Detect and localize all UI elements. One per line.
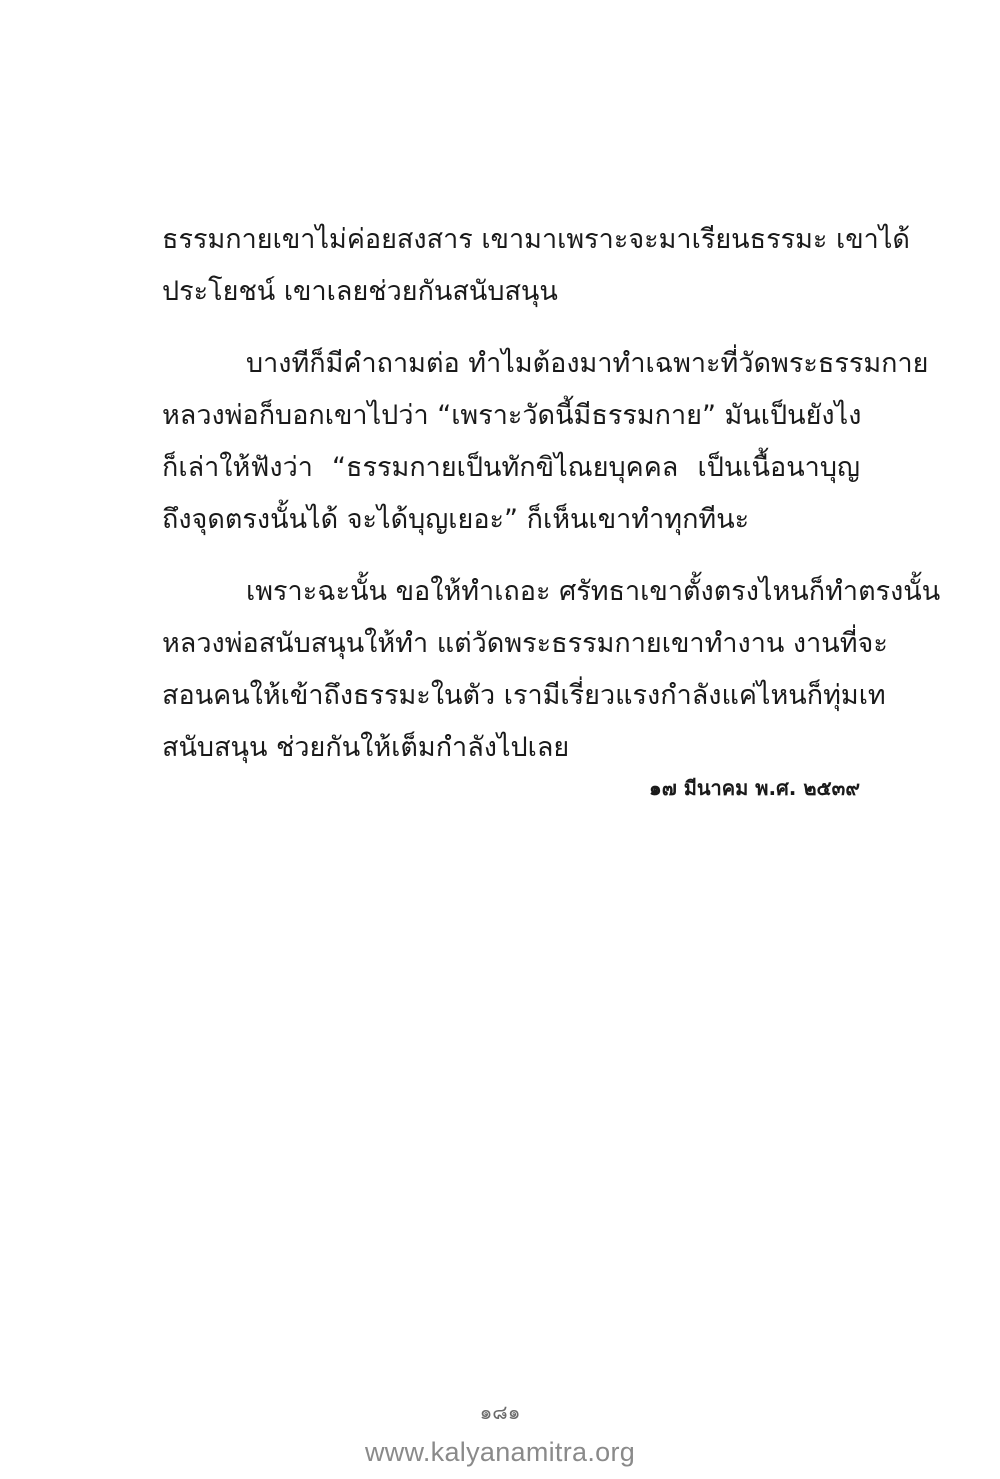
paragraph-line: ก็เล่าให้ฟังว่า “ธรรมกายเป็นทักขิไณยบุคคล เป็นเนื้อนาบุญ <box>162 452 860 483</box>
paragraph-line: เพราะฉะนั้น ขอให้ทำเถอะ ศรัทธาเขาตั้งตรงไหนก็ทำตรงนั้น <box>246 576 941 607</box>
paragraph <box>162 338 929 546</box>
website-url[interactable]: www.kalyanamitra.org <box>364 1437 636 1467</box>
paragraph-line: ถึงจุดตรงนั้นได้ จะได้บุญเยอะ” ก็เห็นเขาทำทุกทีนะ <box>162 504 750 535</box>
paragraph-line: ประโยชน์ เขาเลยช่วยกันสนับสนุน <box>162 276 558 307</box>
date-line: ๑๗ มีนาคม พ.ศ. ๒๕๓๙ <box>649 776 860 800</box>
body-text <box>162 214 941 774</box>
paragraph-line: สนับสนุน ช่วยกันให้เต็มกำลังไปเลย <box>162 732 570 763</box>
paragraph <box>162 214 910 318</box>
paragraph <box>162 566 941 774</box>
paragraph-line: สอนคนให้เข้าถึงธรรมะในตัว เรามีเรี่ยวแรงกำลังแค่ไหนก็ทุ่มเท <box>162 680 886 711</box>
paragraph-spacer <box>162 546 860 566</box>
page-number: ๑๘๑ <box>479 1400 521 1424</box>
paragraph-spacer <box>162 318 860 338</box>
paragraph-line: หลวงพ่อก็บอกเขาไปว่า “เพราะวัดนี้มีธรรมกาย” มันเป็นยังไง <box>162 400 862 431</box>
paragraph-line: หลวงพ่อสนับสนุนให้ทำ แต่วัดพระธรรมกายเขาทำงาน งานที่จะ <box>162 628 888 659</box>
paragraph-line: ธรรมกายเขาไม่ค่อยสงสาร เขามาเพราะจะมาเรียนธรรมะ เขาได้ <box>162 224 910 255</box>
paragraph-line: บางทีก็มีคำถามต่อ ทำไมต้องมาทำเฉพาะที่วัดพระธรรมกาย <box>246 348 929 379</box>
